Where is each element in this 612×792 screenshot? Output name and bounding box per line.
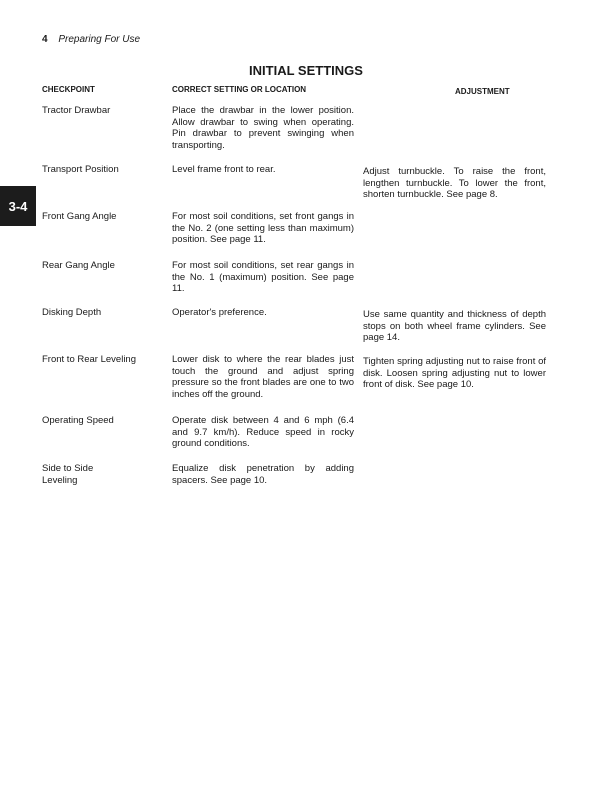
checkpoint-cell: Rear Gang Angle	[42, 260, 115, 271]
page-number: 4	[42, 34, 48, 45]
setting-cell: Operator's preference.	[172, 307, 267, 318]
checkpoint-cell: Transport Position	[42, 164, 119, 175]
page-title: INITIAL SETTINGS	[249, 63, 363, 78]
adjustment-cell: Adjust turnbuckle. To raise the front, lengthen turnbuckle. To lower the front, shorten turnbuckle. See page 8.	[363, 166, 546, 200]
setting-cell: For most soil conditions, set front gangs in the No. 2 (one setting less than maximum) position. See page 11.	[172, 211, 354, 245]
running-head	[42, 34, 140, 45]
checkpoint-cell: Side to Side Leveling	[42, 463, 94, 486]
setting-cell: Operate disk between 4 and 6 mph (6.4 and 9.7 km/h). Reduce speed in rocky ground conditions.	[172, 415, 354, 449]
adjustment-cell: Tighten spring adjusting nut to raise front of disk. Loosen spring adjusting nut to lower front of disk. See page 10.	[363, 356, 546, 390]
setting-cell: Level frame front to rear.	[172, 164, 276, 175]
header-checkpoint: CHECKPOINT	[42, 85, 95, 94]
checkpoint-cell: Operating Speed	[42, 415, 114, 426]
section-tab: 3-4	[0, 186, 36, 226]
setting-cell: For most soil conditions, set rear gangs in the No. 1 (maximum) position. See page 11.	[172, 260, 354, 294]
adjustment-cell: Use same quantity and thickness of depth stops on both wheel frame cylinders. See page 14.	[363, 309, 546, 343]
checkpoint-cell: Disking Depth	[42, 307, 102, 318]
section-title: Preparing For Use	[58, 34, 141, 45]
setting-cell: Place the drawbar in the lower position. Allow drawbar to swing when operating. Pin drawbar to prevent swinging when transporting.	[172, 105, 354, 151]
checkpoint-cell: Tractor Drawbar	[42, 105, 111, 116]
header-setting: CORRECT SETTING OR LOCATION	[172, 85, 307, 94]
header-adjustment: ADJUSTMENT	[455, 87, 510, 96]
checkpoint-cell: Front Gang Angle	[42, 211, 117, 222]
setting-cell: Lower disk to where the rear blades just touch the ground and adjust spring pressure so the front blades are one to two inches off the ground.	[172, 354, 354, 400]
checkpoint-cell: Front to Rear Leveling	[42, 354, 136, 365]
setting-cell: Equalize disk penetration by adding spacers. See page 10.	[172, 463, 354, 486]
